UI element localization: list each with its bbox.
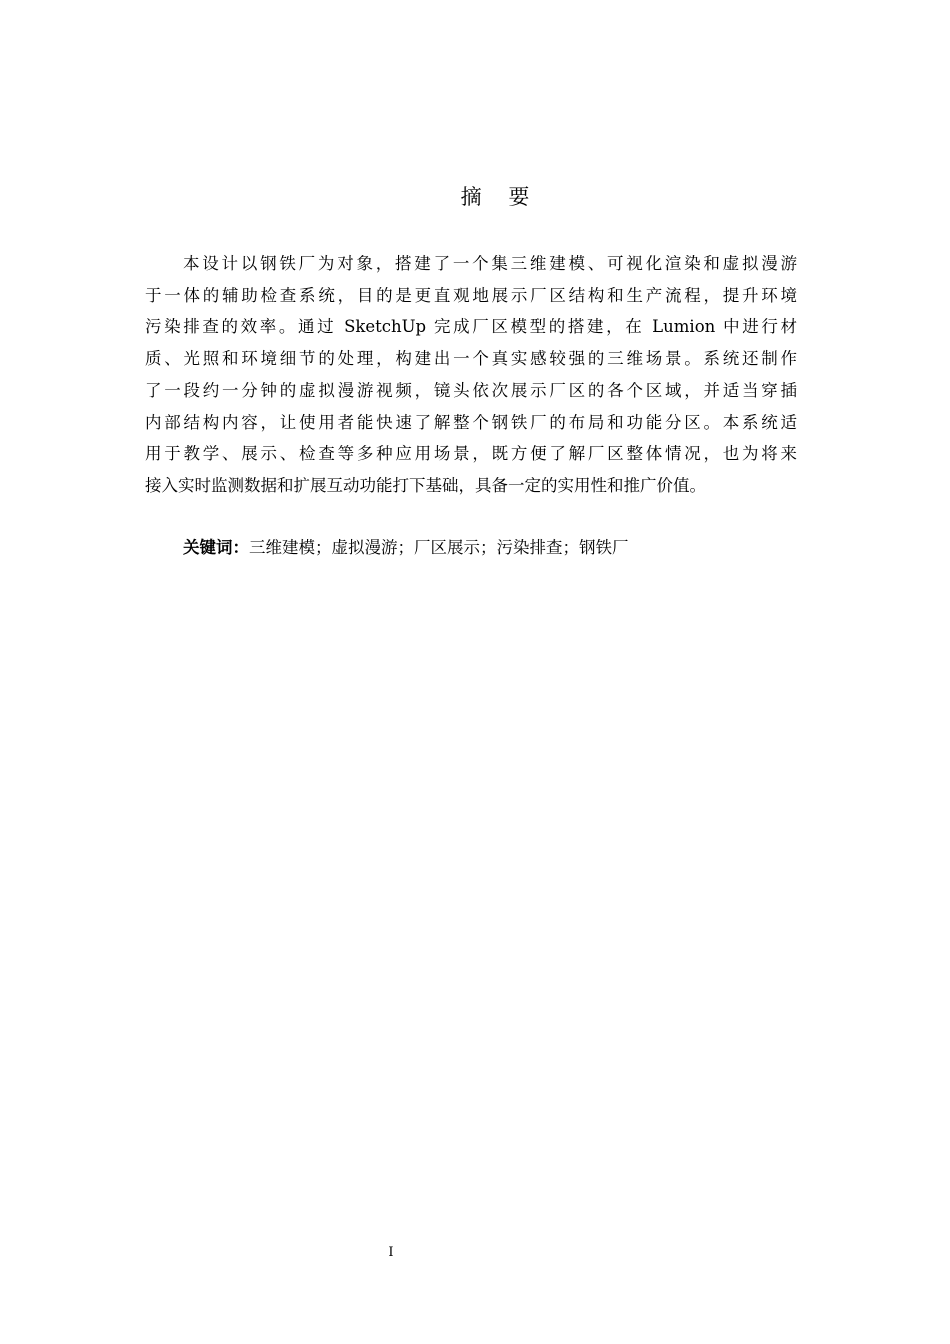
abstract-line: 用于教学、展示、检查等多种应用场景，既方便了解厂区整体情况，也为将来 xyxy=(145,444,797,464)
abstract-line: 本设计以钢铁厂为对象，搭建了一个集三维建模、可视化渲染和虚拟漫游 xyxy=(183,254,797,273)
abstract-line: 污染排查的效率。通过 SketchUp 完成厂区模型的搭建，在 Lumion 中进行材 xyxy=(145,317,797,337)
page-number: I xyxy=(388,1245,394,1260)
abstract-line: 接入实时监测数据和扩展互动功能打下基础，具备一定的实用性和推广价值。 xyxy=(145,475,706,495)
page-title: 摘 要 xyxy=(460,185,530,209)
abstract-line: 内部结构内容，让使用者能快速了解整个钢铁厂的布局和功能分区。本系统适 xyxy=(145,412,797,432)
keywords-label: 关键词： xyxy=(183,538,249,557)
abstract-line: 了一段约一分钟的虚拟漫游视频，镜头依次展示厂区的各个区域，并适当穿插 xyxy=(145,380,797,400)
abstract-line: 质、光照和环境细节的处理，构建出一个真实感较强的三维场景。系统还制作 xyxy=(145,349,797,369)
keywords-text: 三维建模；虚拟漫游；厂区展示；污染排查；钢铁厂 xyxy=(249,538,629,557)
abstract-line: 于一体的辅助检查系统，目的是更直观地展示厂区结构和生产流程，提升环境 xyxy=(145,285,797,305)
abstract-body xyxy=(145,248,797,502)
keywords-line xyxy=(183,534,629,562)
